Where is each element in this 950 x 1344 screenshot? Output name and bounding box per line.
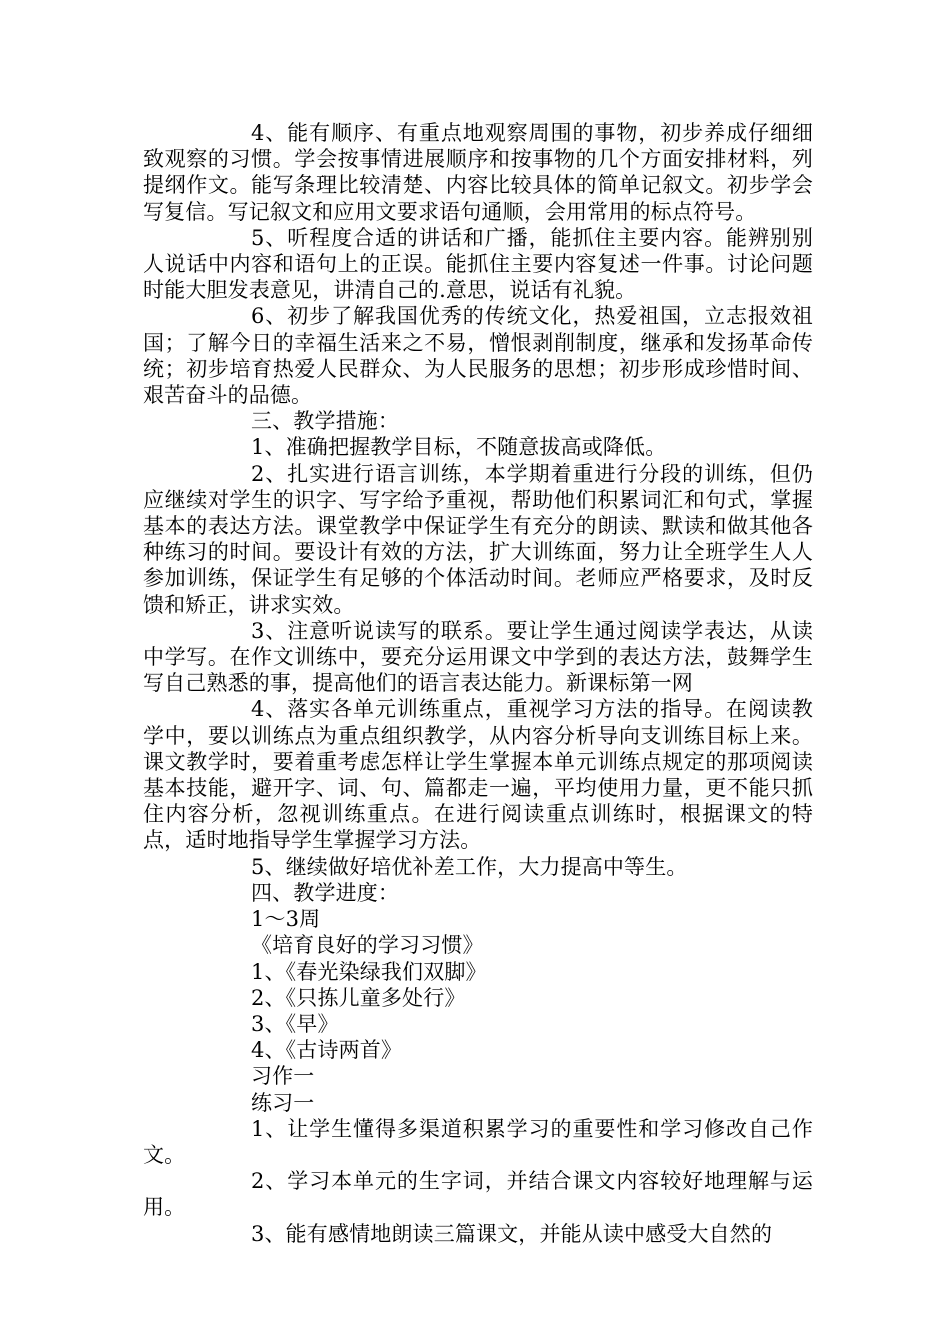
paragraph-objective-2: 2、学习本单元的生字词，并结合课文内容较好地理解与运用。 [143, 1169, 813, 1220]
paragraph-measure-2: 2、扎实进行语言训练，本学期着重进行分段的训练，但仍应继续对学生的识字、写字给予重视，帮助他们积累词汇和句式，掌握基本的表达方法。课堂教学中保证学生有充分的朗读、默读和做其他各种练习的时间。要设计有效的方法，扩大训练面，努力让全班学生人人参加训练，保证学生有足够的个体活动时间。老师应严格要求，及时反馈和矫正，讲求实效。 [143, 461, 813, 617]
paragraph-objective-3: 3、能有感情地朗读三篇课文，并能从读中感受大自然的 [251, 1221, 773, 1246]
schedule-lesson-3: 3、《早》 [251, 1011, 339, 1036]
paragraph-objective-1: 1、让学生懂得多渠道积累学习的重要性和学习修改自己作文。 [143, 1116, 813, 1167]
paragraph-goal-4: 4、能有顺序、有重点地观察周围的事物，初步养成仔细细致观察的习惯。学会按事情进展顺序和按事物的几个方面安排材料，列提纲作文。能写条理比较清楚、内容比较具体的简单记叙文。初步学会写复信。写记叙文和应用文要求语句通顺，会用常用的标点符号。 [143, 121, 813, 224]
document-body [143, 120, 813, 1247]
section-heading-schedule: 四、教学进度： [251, 880, 400, 905]
paragraph-measure-3: 3、注意听说读写的联系。要让学生通过阅读学表达，从读中学写。在作文训练中，要充分运用课文中学到的表达方法，鼓舞学生写自己熟悉的事，提高他们的语言表达能力。新课标第一网 [143, 618, 813, 696]
section-heading-measures: 三、教学措施： [251, 409, 400, 434]
paragraph-goal-6: 6、初步了解我国优秀的传统文化，热爱祖国，立志报效祖国；了解今日的幸福生活来之不易，憎恨剥削制度，继承和发扬革命传统；初步培育热爱人民群众、为人民服务的思想；初步形成珍惜时间、艰苦奋斗的品德。 [143, 304, 813, 408]
schedule-lesson-1: 1、《春光染绿我们双脚》 [251, 959, 487, 984]
schedule-unit-title: 《培育良好的学习习惯》 [251, 933, 484, 958]
schedule-weeks: 1～3周 [251, 907, 321, 932]
schedule-composition: 习作一 [251, 1064, 315, 1089]
paragraph-goal-5: 5、听程度合适的讲话和广播，能抓住主要内容。能辨别别人说话中内容和语句上的正误。能抓住主要内容复述一件事。讨论问题时能大胆发表意见，讲清自己的.意思，说话有礼貌。 [143, 225, 813, 303]
paragraph-measure-1: 1、准确把握教学目标，不随意拔高或降低。 [251, 435, 667, 460]
schedule-lesson-2: 2、《只拣儿童多处行》 [251, 985, 466, 1010]
paragraph-measure-4: 4、落实各单元训练重点，重视学习方法的指导。在阅读教学中，要以训练点为重点组织教学，从内容分析导向支训练目标上来。课文教学时，要着重考虑怎样让学生掌握本单元训练点规定的那项阅读基本技能，避开字、词、句、篇都走一遍，平均使用力量，更不能只抓住内容分析，忽视训练重点。在进行阅读重点训练时，根据课文的特点，适时地指导学生掌握学习方法。 [143, 697, 813, 853]
schedule-exercise: 练习一 [251, 1090, 315, 1115]
paragraph-measure-5: 5、继续做好培优补差工作，大力提高中等生。 [251, 854, 688, 879]
schedule-lesson-4: 4、《古诗两首》 [251, 1038, 403, 1063]
